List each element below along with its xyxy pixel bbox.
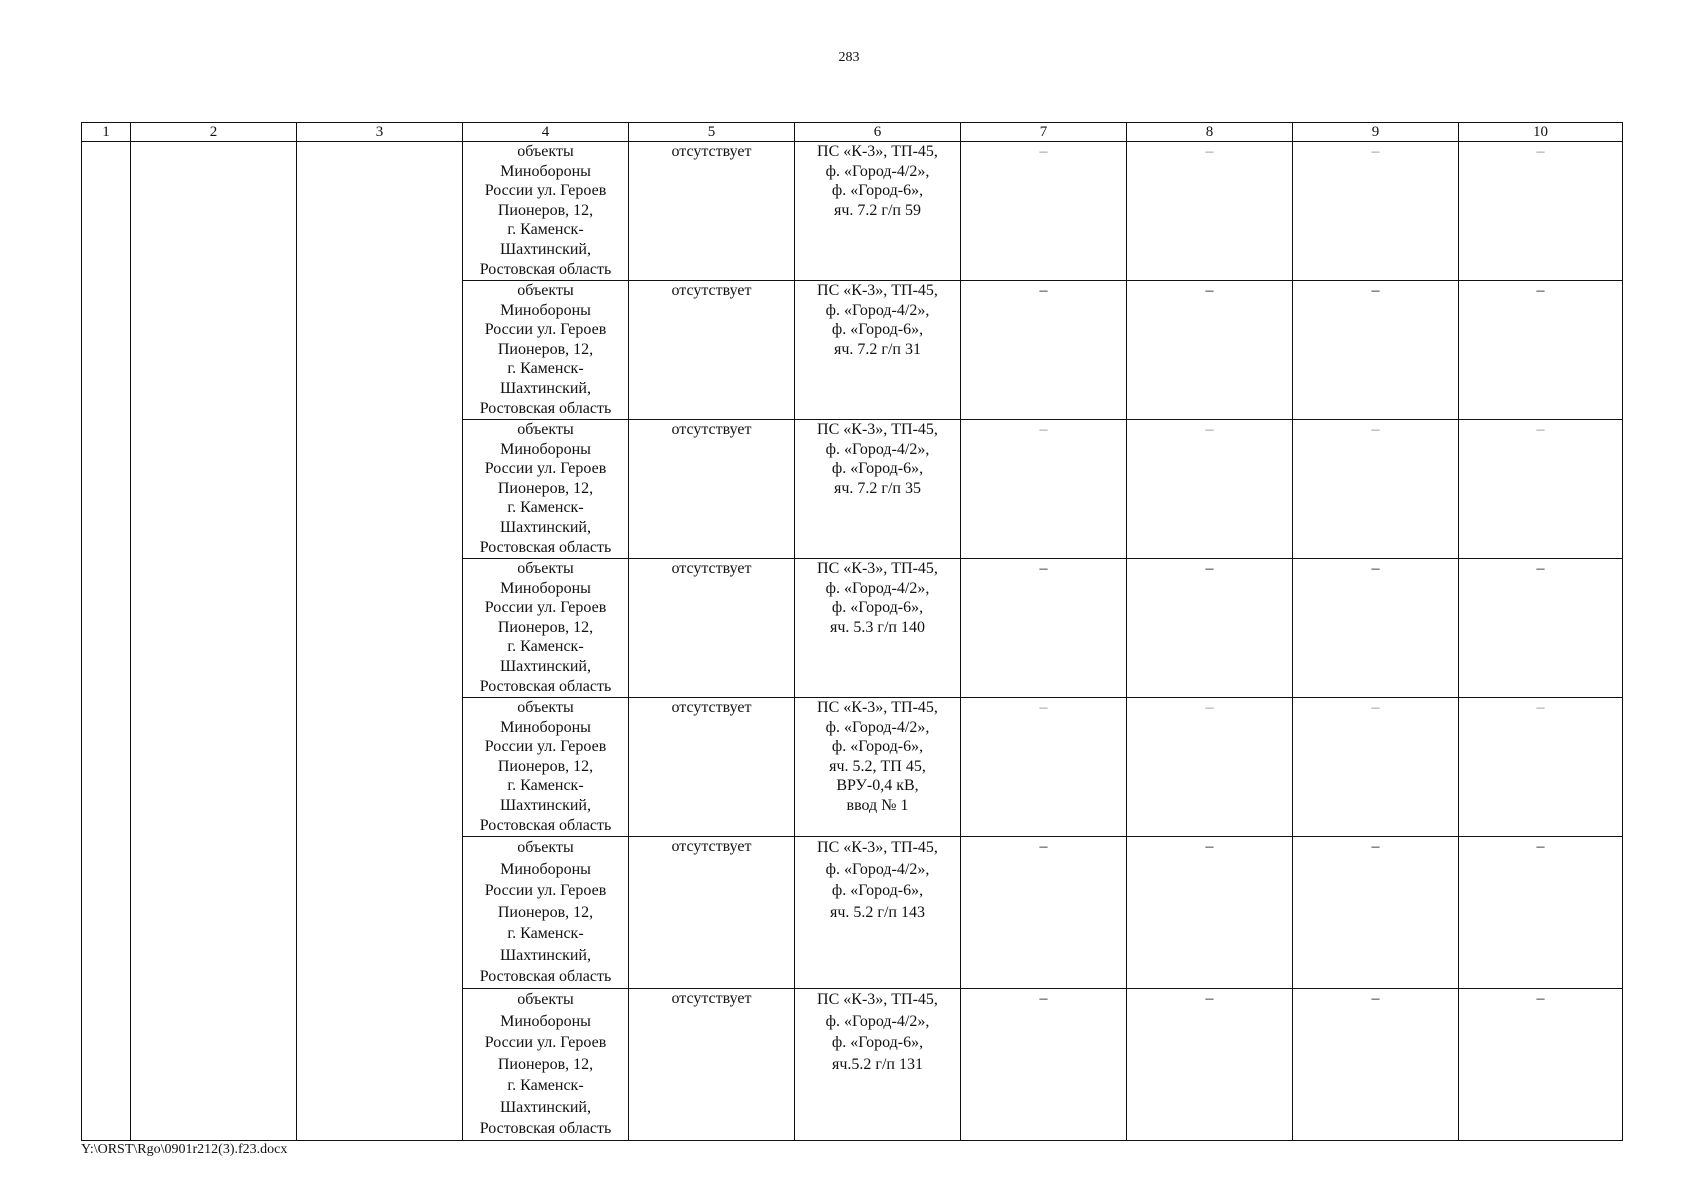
- dash-mark: –: [1371, 143, 1380, 160]
- dash-mark: –: [1371, 990, 1380, 1007]
- dash-mark: –: [1536, 699, 1545, 716]
- cell-col10: [1459, 559, 1623, 698]
- dash-mark: –: [1039, 421, 1048, 438]
- cell-object: [463, 420, 629, 559]
- column-header-1: 1: [82, 123, 131, 142]
- cell-col10: [1459, 281, 1623, 420]
- cell-connection: [795, 142, 961, 281]
- cell-status: [629, 989, 795, 1141]
- data-table: [81, 122, 1623, 1141]
- cell-col9: [1293, 281, 1459, 420]
- cell-connection: [795, 837, 961, 989]
- dash-mark: –: [1536, 838, 1545, 855]
- status-text: отсутствует: [671, 421, 752, 438]
- connection-text: ПС «К-3», ТП-45, ф. «Город-4/2», ф. «Город-6», яч. 7.2 г/п 31: [817, 282, 938, 358]
- object-text: объекты Минобороны России ул. Героев Пионеров, 12, г. Каменск- Шахтинский, Ростовская область: [479, 143, 612, 278]
- dash-mark: –: [1205, 838, 1214, 855]
- cell-col7: [961, 142, 1127, 281]
- dash-mark: –: [1536, 560, 1545, 577]
- connection-text: ПС «К-3», ТП-45, ф. «Город-4/2», ф. «Город-6», яч. 5.2, ТП 45, ВРУ-0,4 кВ, ввод № 1: [817, 699, 938, 814]
- cell-col7: [961, 698, 1127, 837]
- column-header-9: 9: [1293, 123, 1459, 142]
- object-text: объекты Минобороны России ул. Героев Пионеров, 12, г. Каменск- Шахтинский, Ростовская область: [479, 991, 612, 1137]
- dash-mark: –: [1205, 560, 1214, 577]
- cell-status: [629, 698, 795, 837]
- dash-mark: –: [1205, 990, 1214, 1007]
- cell-col9: [1293, 698, 1459, 837]
- dash-mark: –: [1371, 838, 1380, 855]
- dash-mark: –: [1039, 560, 1048, 577]
- cell-col2-merged: [131, 142, 297, 1141]
- status-text: отсутствует: [671, 143, 752, 160]
- dash-mark: –: [1039, 699, 1048, 716]
- cell-status: [629, 559, 795, 698]
- cell-col9: [1293, 420, 1459, 559]
- dash-mark: –: [1536, 282, 1545, 299]
- table-header-row: [82, 123, 1623, 142]
- cell-status: [629, 420, 795, 559]
- cell-object: [463, 559, 629, 698]
- status-text: отсутствует: [671, 560, 752, 577]
- cell-col10: [1459, 698, 1623, 837]
- connection-text: ПС «К-3», ТП-45, ф. «Город-4/2», ф. «Город-6», яч. 5.2 г/п 143: [817, 839, 938, 921]
- cell-col9: [1293, 559, 1459, 698]
- cell-col1-merged: [82, 142, 131, 1141]
- cell-col8: [1127, 989, 1293, 1141]
- cell-col8: [1127, 698, 1293, 837]
- column-header-6: 6: [795, 123, 961, 142]
- dash-mark: –: [1039, 838, 1048, 855]
- status-text: отсутствует: [671, 990, 752, 1007]
- dash-mark: –: [1536, 421, 1545, 438]
- column-header-10: 10: [1459, 123, 1623, 142]
- status-text: отсутствует: [671, 699, 752, 716]
- cell-connection: [795, 281, 961, 420]
- column-header-2: 2: [131, 123, 297, 142]
- dash-mark: –: [1205, 699, 1214, 716]
- cell-status: [629, 142, 795, 281]
- dash-mark: –: [1039, 282, 1048, 299]
- column-header-7: 7: [961, 123, 1127, 142]
- column-header-3: 3: [297, 123, 463, 142]
- cell-col7: [961, 559, 1127, 698]
- cell-col9: [1293, 837, 1459, 989]
- cell-col3-merged: [297, 142, 463, 1141]
- footer-file-path: Y:\ORST\Rgo\0901r212(3).f23.docx: [81, 1142, 288, 1157]
- cell-status: [629, 837, 795, 989]
- page-number: 283: [838, 50, 860, 65]
- cell-col7: [961, 837, 1127, 989]
- object-text: объекты Минобороны России ул. Героев Пионеров, 12, г. Каменск- Шахтинский, Ростовская область: [479, 421, 612, 556]
- cell-col7: [961, 420, 1127, 559]
- connection-text: ПС «К-3», ТП-45, ф. «Город-4/2», ф. «Город-6», яч.5.2 г/п 131: [817, 991, 938, 1073]
- dash-mark: –: [1205, 421, 1214, 438]
- column-header-8: 8: [1127, 123, 1293, 142]
- cell-object: [463, 698, 629, 837]
- object-text: объекты Минобороны России ул. Героев Пионеров, 12, г. Каменск- Шахтинский, Ростовская область: [479, 699, 612, 834]
- cell-col7: [961, 989, 1127, 1141]
- object-text: объекты Минобороны России ул. Героев Пионеров, 12, г. Каменск- Шахтинский, Ростовская область: [479, 839, 612, 985]
- cell-object: [463, 142, 629, 281]
- cell-connection: [795, 989, 961, 1141]
- cell-connection: [795, 559, 961, 698]
- dash-mark: –: [1371, 560, 1380, 577]
- dash-mark: –: [1371, 421, 1380, 438]
- cell-object: [463, 281, 629, 420]
- object-text: объекты Минобороны России ул. Героев Пионеров, 12, г. Каменск- Шахтинский, Ростовская область: [479, 560, 612, 695]
- connection-text: ПС «К-3», ТП-45, ф. «Город-4/2», ф. «Город-6», яч. 7.2 г/п 35: [817, 421, 938, 497]
- cell-col8: [1127, 837, 1293, 989]
- dash-mark: –: [1536, 990, 1545, 1007]
- cell-object: [463, 989, 629, 1141]
- dash-mark: –: [1205, 143, 1214, 160]
- connection-text: ПС «К-3», ТП-45, ф. «Город-4/2», ф. «Город-6», яч. 7.2 г/п 59: [817, 143, 938, 219]
- cell-col8: [1127, 420, 1293, 559]
- cell-col10: [1459, 420, 1623, 559]
- cell-col10: [1459, 989, 1623, 1141]
- cell-connection: [795, 698, 961, 837]
- cell-col9: [1293, 142, 1459, 281]
- dash-mark: –: [1039, 990, 1048, 1007]
- column-header-5: 5: [629, 123, 795, 142]
- cell-col9: [1293, 989, 1459, 1141]
- table-row: [82, 142, 1623, 281]
- status-text: отсутствует: [671, 282, 752, 299]
- cell-col7: [961, 281, 1127, 420]
- cell-object: [463, 837, 629, 989]
- object-text: объекты Минобороны России ул. Героев Пионеров, 12, г. Каменск- Шахтинский, Ростовская область: [479, 282, 612, 417]
- dash-mark: –: [1039, 143, 1048, 160]
- dash-mark: –: [1371, 699, 1380, 716]
- dash-mark: –: [1536, 143, 1545, 160]
- cell-status: [629, 281, 795, 420]
- status-text: отсутствует: [671, 838, 752, 855]
- cell-connection: [795, 420, 961, 559]
- cell-col8: [1127, 559, 1293, 698]
- cell-col10: [1459, 837, 1623, 989]
- cell-col8: [1127, 142, 1293, 281]
- connection-text: ПС «К-3», ТП-45, ф. «Город-4/2», ф. «Город-6», яч. 5.3 г/п 140: [817, 560, 938, 636]
- cell-col10: [1459, 142, 1623, 281]
- dash-mark: –: [1371, 282, 1380, 299]
- dash-mark: –: [1205, 282, 1214, 299]
- cell-col8: [1127, 281, 1293, 420]
- column-header-4: 4: [463, 123, 629, 142]
